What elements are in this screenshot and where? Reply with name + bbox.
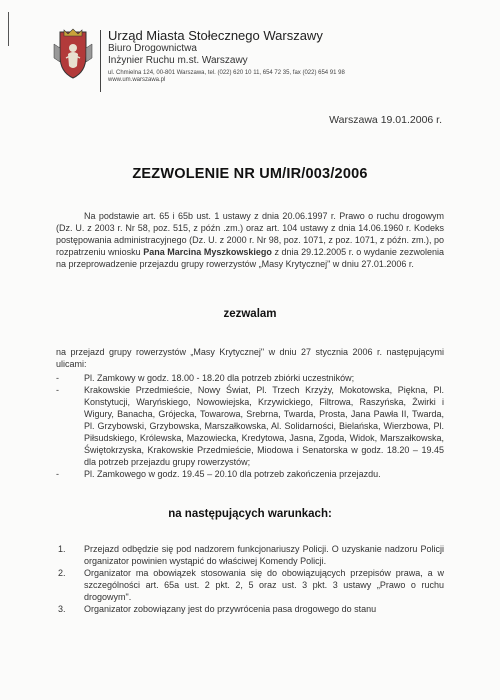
permit-text: na przejazd grupy rowerzystów „Masy Krytycznej" w dniu 27 stycznia 2006 r. następującymi ulicami:	[56, 347, 444, 369]
document-title: ZEZWOLENIE NR UM/IR/003/2006	[132, 166, 368, 182]
conditions-heading: na następujących warunkach:	[168, 508, 332, 520]
margin-mark	[8, 12, 9, 46]
department-line-1: Biuro Drogownictwa	[108, 43, 197, 54]
applicant-name: Pana Marcina Myszkowskiego	[143, 247, 272, 257]
list-item: - Pl. Zamkowy w godz. 18.00 - 18.20 dla potrzeb zbiórki uczestników;	[56, 373, 355, 383]
permit-heading: zezwalam	[223, 308, 277, 320]
list-item: 3. Organizator zobowiązany jest do przywrócenia pasa drogowego do stanu	[58, 604, 377, 614]
route-list	[56, 372, 444, 480]
organization-name: Urząd Miasta Stołecznego Warszawy	[108, 28, 323, 43]
letterhead-rule	[100, 30, 101, 92]
list-item: - Pl. Zamkowego w godz. 19.45 – 20.10 dla potrzeb zakończenia przejazdu.	[56, 469, 381, 479]
warsaw-crest-icon	[52, 28, 94, 80]
intro-text-before: Na podstawie art. 65 i 65b ust. 1 ustawy z dnia 20.06.1997 r. Prawo o ruchu drogowym (Dz. U. z 2003 r. Nr 58, poz. 515, z późn .zm.) oraz art. 104 ustawy z dnia 14.06.1960 r. Kodeks postępowania administracyjnego (Dz. U. z 2000 r. Nr 98, poz. 1071, z poz. 1071, z późn. zm.), po rozpatrzeniu wniosku	[56, 211, 444, 257]
letterhead	[52, 28, 412, 94]
list-item: 2. Organizator ma obowiązek stosowania się do obowiązujących przepisów prawa, a w szczególności art. 65a ust. 2 pkt. 2, 5 oraz ust. 3 pkt. 3 ustawy „Prawo o ruchu drogowym".	[58, 568, 444, 602]
office-website: www.um.warszawa.pl	[108, 77, 166, 83]
office-address: ul. Chmielna 124, 00-801 Warszawa, tel. (022) 620 10 11, 654 72 35, fax (022) 654 91 98	[108, 70, 345, 76]
intro-paragraph	[56, 210, 444, 270]
list-item: 1. Przejazd odbędzie się pod nadzorem funkcjonariuszy Policji. O uzyskanie nadzoru Policji organizator powinien wystąpić do właściwej Komendy Policji.	[58, 544, 444, 566]
permit-paragraph	[56, 346, 444, 370]
letterhead-text	[108, 28, 408, 84]
conditions-list	[56, 543, 444, 615]
date-line: Warszawa 19.01.2006 r.	[329, 114, 442, 126]
list-item: - Krakowskie Przedmieście, Nowy Świat, Pl. Trzech Krzyży, Mokotowska, Piękna, Pl. Konstytucji, Waryńskiego, Nowowiejska, Krzywickiego, Filtrowa, Raszyńska, Żwirki i Wigury, Banacha, Grójecka, Towarowa, Srebrna, Twarda, Prosta, Jana Pawła II, Twarda, Pl. Grzybowski, Grzybowska, Marszałkowska, Al. Solidarności, Bielańska, Wierzbowa, Pl. Piłsudskiego, Królewska, Mazowiecka, Kredytowa, Jasna, Zgoda, Widok, Marszałkowska, Świętokrzyska, Krakowskie Przedmieście, Miodowa i Senatorska w godz. 18.20 – 19.45 dla potrzeb przejazdu grupy rowerzystów;	[56, 385, 444, 467]
intro-text-after: z dnia 29.12.2005 r. o wydanie zezwolenia na przeprowadzenie przejazdu grupy rowerzystów „Masy Krytycznej" w dniu 27.01.2006 r.	[56, 247, 444, 269]
department-line-2: Inżynier Ruchu m.st. Warszawy	[108, 55, 248, 66]
